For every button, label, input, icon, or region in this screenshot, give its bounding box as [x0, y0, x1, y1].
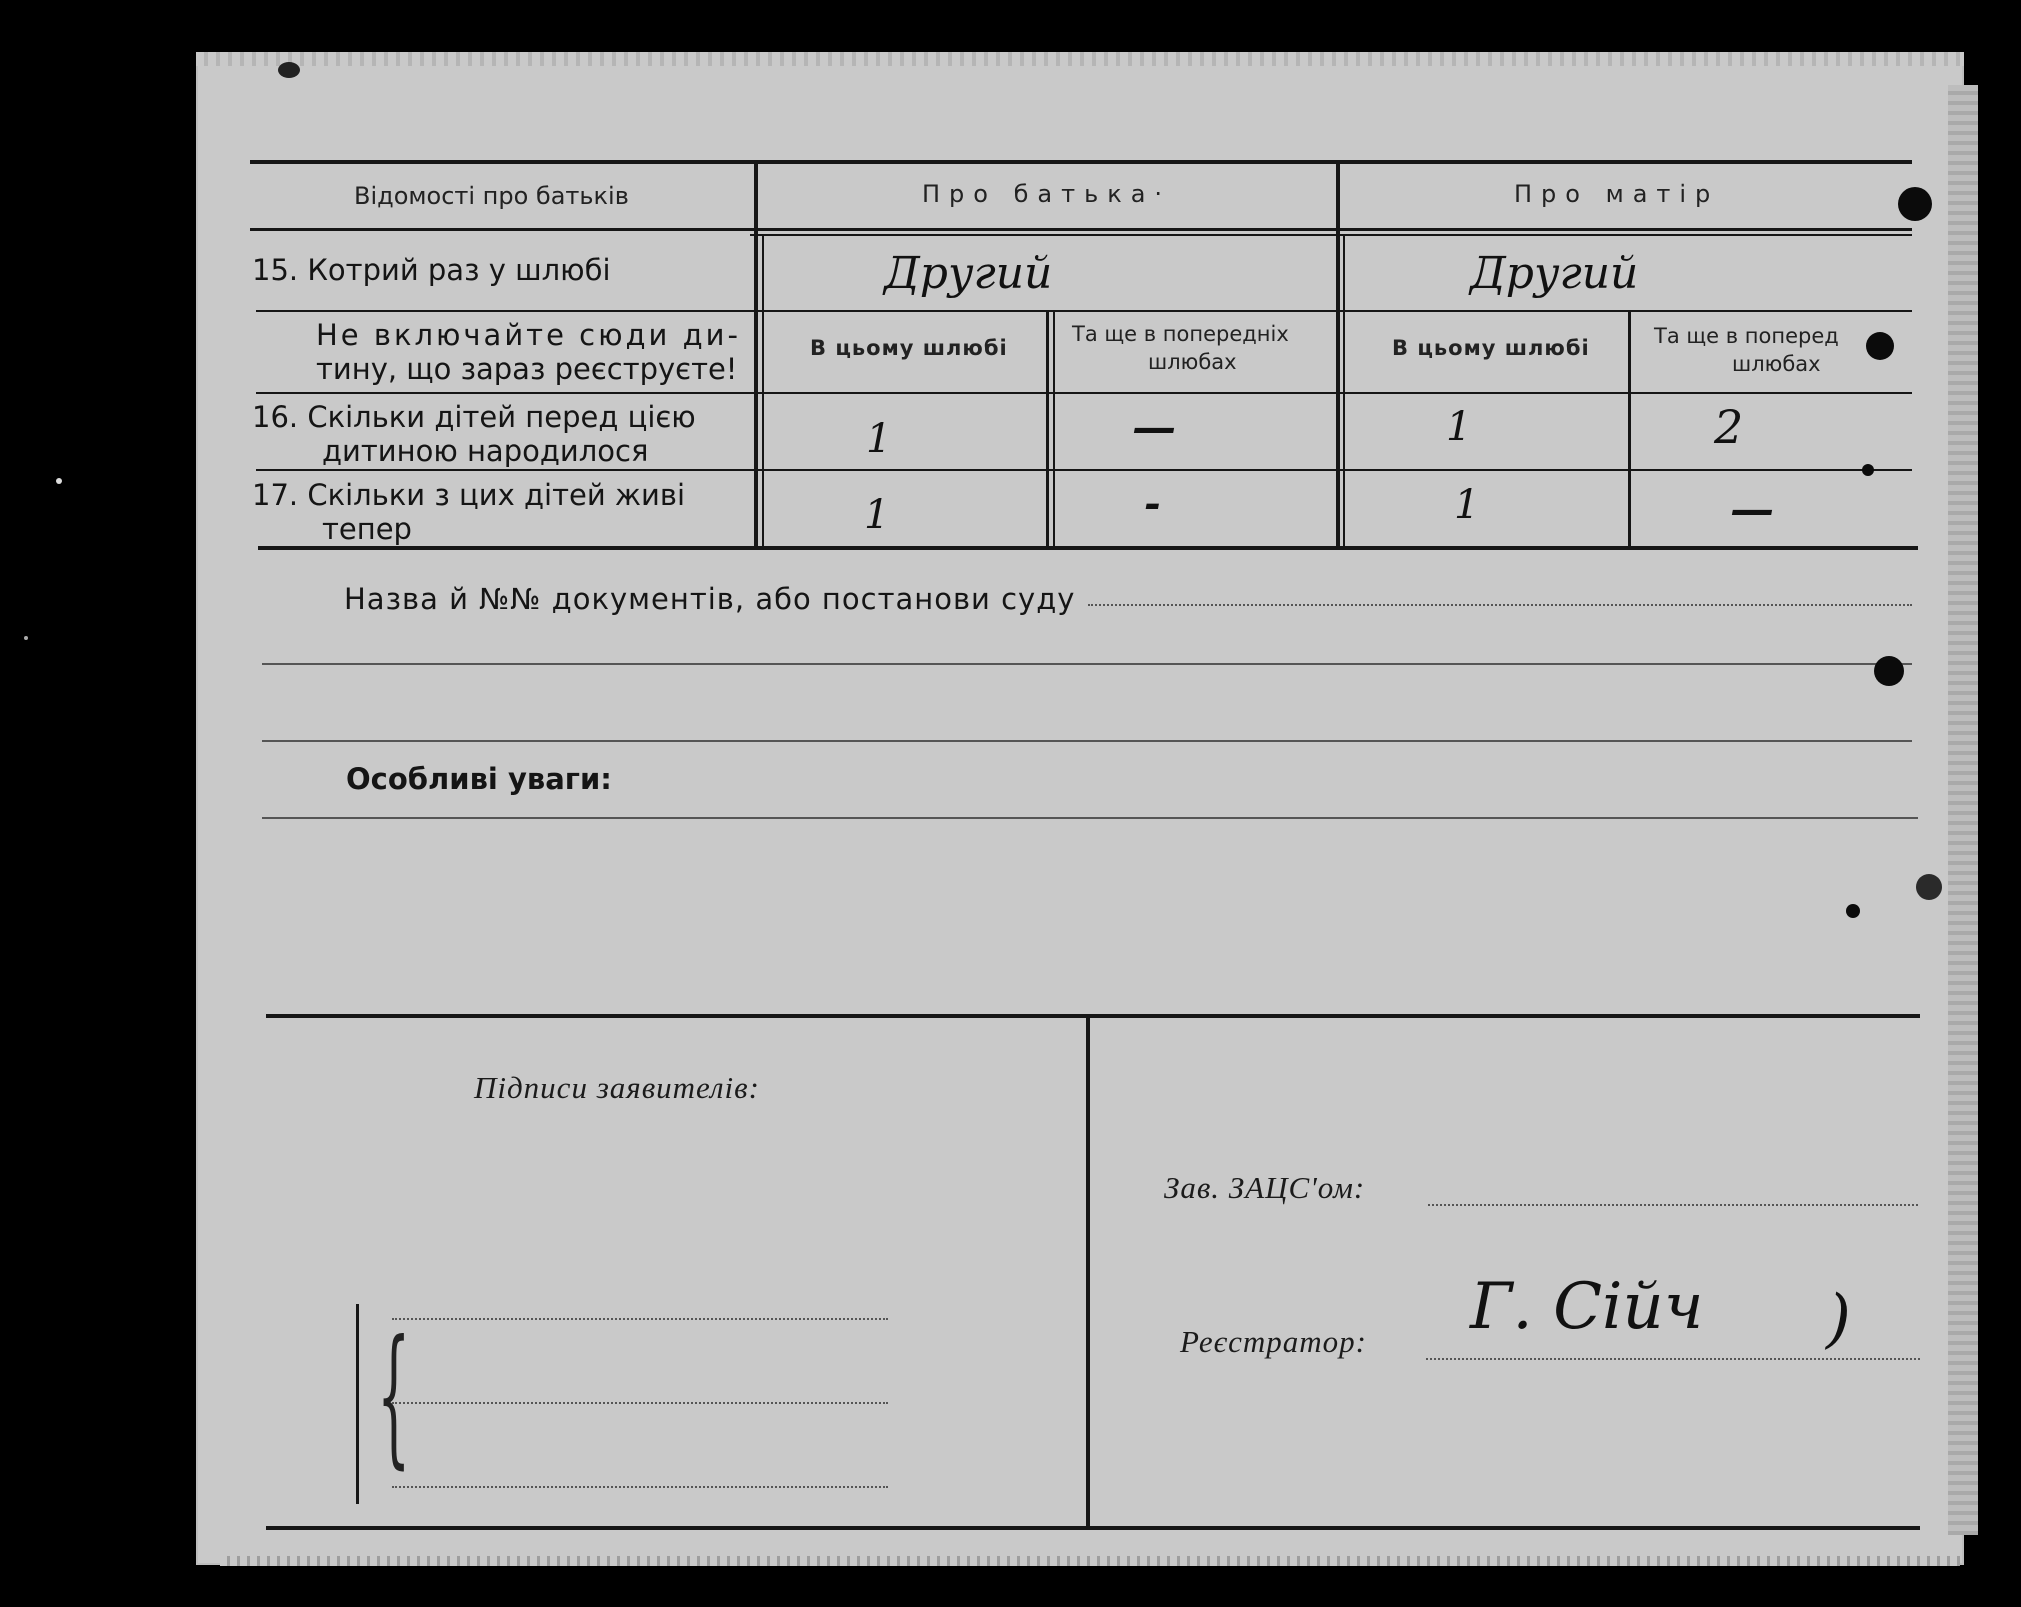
applicant-signature-line-2 — [392, 1402, 888, 1404]
torn-top-edge — [196, 52, 1964, 66]
torn-bottom-edge — [220, 1556, 1960, 1566]
subheader-mother-previous-2: шлюбах — [1732, 352, 1821, 376]
registrar-signature-flourish: ) — [1826, 1282, 1851, 1356]
col-divider-father-sub — [1046, 312, 1049, 546]
tear-mark-1 — [1862, 464, 1874, 476]
subheader-father-this-marriage: В цьому шлюбі — [810, 336, 1008, 360]
punch-hole-3 — [1874, 656, 1904, 686]
row16-father-this-value: 1 — [866, 416, 892, 462]
registrar-label: Реєстратор: — [1180, 1324, 1367, 1359]
subheader-mother-previous-1: Та ще в поперед — [1654, 324, 1839, 348]
row17-label-2: тепер — [322, 512, 412, 546]
row16-mother-this-value: 1 — [1446, 404, 1472, 450]
table-top-rule — [250, 160, 1912, 164]
subheader-father-previous-2: шлюбах — [1148, 350, 1237, 374]
row16-label-1: 16. Скільки дітей перед цією — [252, 400, 696, 434]
header-parents-info: Відомості про батьків — [354, 182, 629, 210]
row16-father-prev-value: — — [1132, 402, 1176, 453]
signature-divider — [1086, 1016, 1090, 1526]
row15-label: 15. Котрий раз у шлюбі — [252, 253, 611, 287]
applicants-bracket: { — [377, 1309, 411, 1483]
remarks-line — [262, 817, 1918, 819]
applicant-signature-line-1 — [392, 1318, 888, 1320]
note-line-2: тину, що зараз реєструєте! — [316, 352, 738, 386]
row16-bottom-rule — [256, 469, 1912, 471]
row17-mother-prev-value: — — [1730, 484, 1774, 535]
registrar-signature-line — [1426, 1358, 1920, 1360]
signature-bottom-rule — [266, 1526, 1920, 1530]
row15-mother-value: Другий — [1470, 248, 1639, 299]
header-bottom-rule-2 — [750, 234, 1912, 236]
applicants-bracket-top — [356, 1304, 359, 1504]
subheader-mother-this-marriage: В цьому шлюбі — [1392, 336, 1590, 360]
punch-hole-1 — [1898, 187, 1932, 221]
col-divider-father-sub-2 — [1053, 312, 1055, 546]
zags-head-label: Зав. ЗАЦС'ом: — [1164, 1170, 1366, 1205]
remarks-label: Особливі уваги: — [346, 762, 612, 796]
col-divider-info — [754, 160, 758, 546]
tear-mark-2 — [1846, 904, 1860, 918]
header-about-father: Про батька· — [922, 180, 1172, 208]
header-bottom-rule — [250, 228, 1912, 231]
col-divider-info-2 — [762, 236, 764, 546]
applicants-signatures-label: Підписи заявителів: — [474, 1070, 760, 1105]
row15-father-value: Другий — [884, 248, 1053, 299]
registrar-signature: Г. Сійч — [1470, 1270, 1704, 1344]
col-divider-mother-sub — [1628, 312, 1631, 546]
documents-line-2 — [262, 663, 1912, 665]
subheader-father-previous-1: Та ще в попередніх — [1072, 322, 1289, 346]
documents-line-3 — [262, 740, 1912, 742]
documents-label: Назва й №№ документів, або постанови суду — [344, 582, 1076, 616]
row16-label-2: дитиною народилося — [322, 434, 649, 468]
row17-label-1: 17. Скільки з цих дітей живі — [252, 478, 686, 512]
row17-mother-this-value: 1 — [1454, 482, 1480, 528]
documents-fill-line — [1088, 604, 1912, 606]
header-about-mother: Про матір — [1514, 180, 1720, 208]
row17-father-this-value: 1 — [864, 492, 890, 538]
tear-mark-3 — [1916, 874, 1942, 900]
stacked-sheet-edge — [1948, 85, 1978, 1535]
col-divider-father-mother-2 — [1343, 236, 1345, 546]
punch-hole-2 — [1866, 332, 1894, 360]
applicant-signature-line-3 — [392, 1486, 888, 1488]
corner-tear — [278, 62, 300, 78]
col-divider-father-mother — [1336, 160, 1340, 546]
note-row-bottom-rule — [256, 392, 1912, 394]
row16-mother-prev-value: 2 — [1714, 400, 1744, 454]
background-speck-2 — [24, 636, 28, 640]
table-bottom-rule — [258, 546, 1918, 550]
row15-bottom-rule — [256, 310, 1912, 312]
zags-head-signature-line — [1428, 1204, 1918, 1206]
signature-top-rule — [266, 1014, 1920, 1018]
row17-father-prev-value: - — [1144, 480, 1161, 527]
background-speck-1 — [56, 478, 62, 484]
note-line-1: Не включайте сюди ди- — [316, 318, 741, 352]
